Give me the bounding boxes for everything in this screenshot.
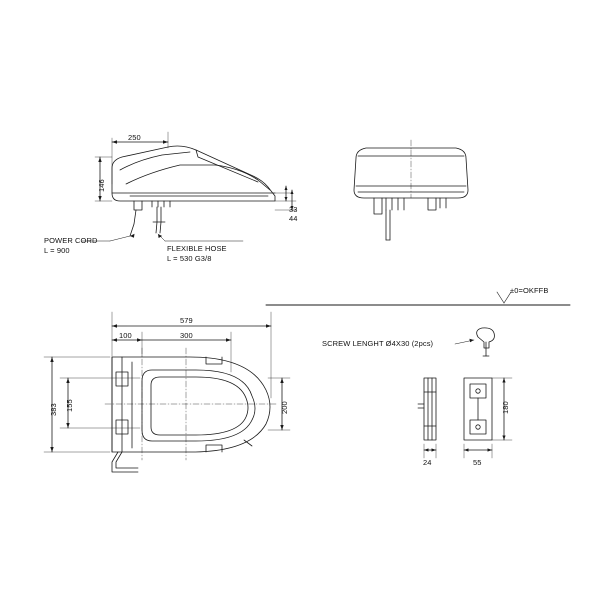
dimension-180: 180 [501,401,510,414]
dimension-155: 155 [65,399,74,412]
dimension-579: 579 [180,316,193,325]
dimension-200: 200 [280,401,289,414]
dimension-24: 24 [423,458,432,467]
dimension-44: 44 [289,214,298,223]
dimension-100: 100 [119,331,132,340]
callout-flexible-hose-line1: FLEXIBLE HOSE [167,244,227,253]
screw-length-note: SCREW LENGHT Ø4X30 (2pcs) [322,339,434,348]
dimension-55: 55 [473,458,482,467]
dimension-33: 33 [289,205,298,214]
dimension-250: 250 [128,133,141,142]
dimension-383: 383 [49,403,58,416]
callout-power-cord-line2: L = 900 [44,246,70,255]
dimension-300: 300 [180,331,193,340]
datum-label: ±0=OKFFB [510,286,549,295]
dimension-146: 146 [97,179,106,192]
callout-power-cord-line1: POWER CORD [44,236,98,245]
callout-flexible-hose-line2: L = 530 G3/8 [167,254,212,263]
